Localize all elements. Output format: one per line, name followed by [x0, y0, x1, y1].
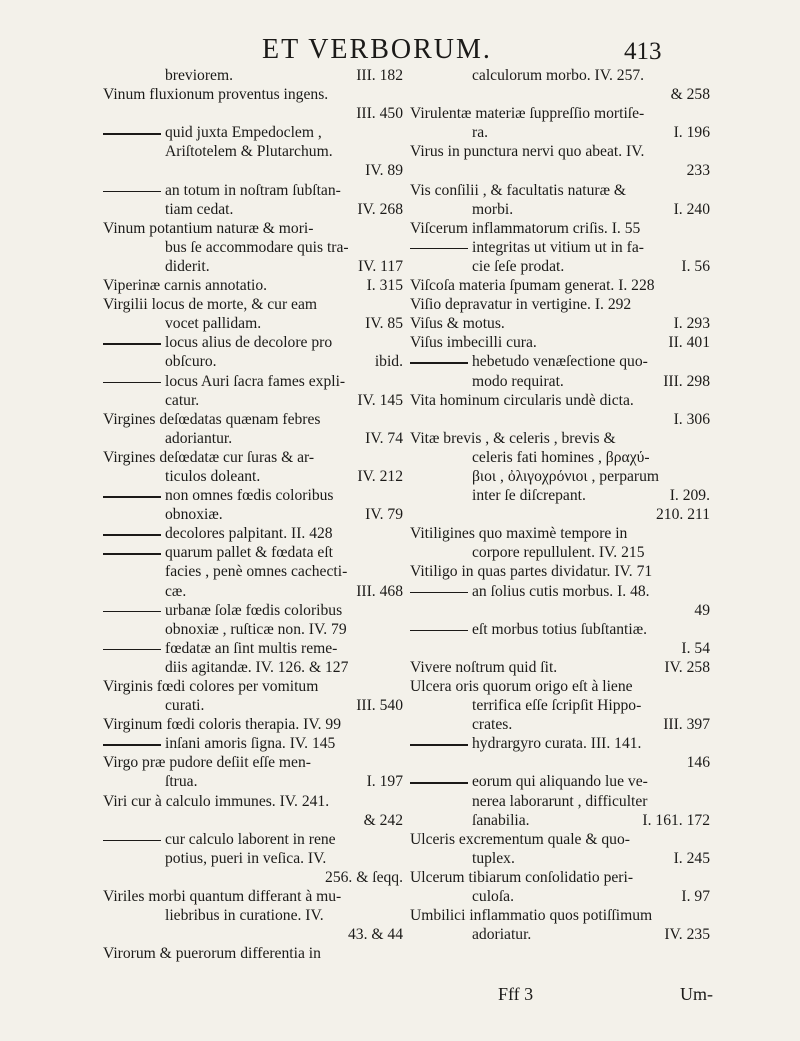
index-reference: IV. 89: [365, 162, 403, 180]
index-reference: 146: [686, 754, 710, 772]
index-line: [103, 887, 403, 906]
index-dash-rule: [103, 611, 161, 613]
index-line: [410, 200, 710, 219]
index-reference: I. 56: [681, 257, 710, 275]
signature-mark: Fff 3: [498, 984, 534, 1004]
index-line: [410, 620, 710, 639]
index-entry-text: cie ſeſe prodat.: [472, 257, 565, 275]
index-entry-text: Virorum & puerorum differentia in: [103, 945, 321, 963]
index-entry-text: ſtrua.: [165, 773, 198, 791]
index-entry-text: tiam cedat.: [165, 200, 234, 218]
index-line: [410, 161, 710, 180]
index-line: [103, 925, 403, 944]
index-line: [103, 314, 403, 333]
index-dash-rule: [103, 191, 161, 193]
index-line: [103, 181, 403, 200]
index-line: [410, 925, 710, 944]
index-entry-text: Virginum fœdi coloris therapia. IV. 99: [103, 716, 341, 734]
index-entry-text: facies , penè omnes cachecti-: [165, 563, 348, 581]
index-entry-text: Viſio depravatur in vertigine. I. 292: [410, 296, 632, 314]
index-entry-text: corpore repullulent. IV. 215: [472, 544, 645, 562]
index-dash-rule: [410, 782, 468, 784]
index-dash-rule: [103, 496, 161, 498]
index-entry-text: Ulcerum tibiarum conſolidatio peri-: [410, 868, 634, 886]
index-line: [103, 238, 403, 257]
index-reference: IV. 79: [365, 506, 403, 524]
index-line: [103, 639, 403, 658]
index-entry-text: potius, pueri in veſica. IV.: [165, 849, 327, 867]
index-line: [410, 811, 710, 830]
index-line: [103, 792, 403, 811]
index-entry-text: crates.: [472, 716, 513, 734]
index-entry-text: locus alius de decolore pro: [165, 334, 333, 352]
index-entry-text: Virus in punctura nervi quo abeat. IV.: [410, 143, 645, 161]
index-line: [103, 448, 403, 467]
index-line: [103, 601, 403, 620]
index-line: [103, 582, 403, 601]
index-entry-text: catur.: [165, 391, 200, 409]
page-number: 413: [624, 38, 662, 65]
index-line: [103, 696, 403, 715]
index-line: [103, 104, 403, 123]
index-entry-text: Vis conſilii , & facultatis naturæ &: [410, 181, 627, 199]
index-line: [103, 658, 403, 677]
index-entry-text: decolores palpitant. II. 428: [165, 525, 333, 543]
index-line: [103, 391, 403, 410]
index-entry-text: eorum qui aliquando lue ve-: [472, 773, 648, 791]
index-entry-text: Ulceris excrementum quale & quo-: [410, 830, 630, 848]
index-entry-text: ſanabilia.: [472, 811, 530, 829]
index-dash-rule: [103, 649, 161, 651]
index-line: [410, 352, 710, 371]
index-dash-rule: [103, 133, 161, 135]
index-line: [103, 219, 403, 238]
index-line: [103, 505, 403, 524]
index-line: [410, 658, 710, 677]
index-line: [410, 505, 710, 524]
index-reference: III. 540: [356, 697, 403, 715]
index-entry-text: Vita hominum circularis undè dicta.: [410, 391, 634, 409]
index-entry-text: hebetudo venæſectione quo-: [472, 353, 648, 371]
catchword: Um-: [680, 984, 713, 1004]
index-line: [103, 200, 403, 219]
index-line: [103, 906, 403, 925]
index-reference: IV. 74: [365, 429, 403, 447]
index-line: [410, 906, 710, 925]
index-entry-text: inſani amoris ſigna. IV. 145: [165, 735, 336, 753]
index-reference: III. 298: [663, 372, 710, 390]
page-footer: [0, 984, 800, 1008]
index-reference: I. 196: [673, 124, 710, 142]
index-entry-text: Virgilii locus de morte, & cur eam: [103, 296, 318, 314]
index-line: [103, 811, 403, 830]
index-reference: I. 161. 172: [642, 811, 710, 829]
index-reference: I. 240: [673, 200, 710, 218]
index-reference: IV. 268: [357, 200, 403, 218]
index-entry-text: ticulos doleant.: [165, 467, 261, 485]
index-line: [410, 715, 710, 734]
index-entry-text: Virulentæ materiæ ſuppreſſio mortiſe-: [410, 105, 645, 123]
index-line: [103, 66, 403, 85]
index-dash-rule: [103, 744, 161, 746]
index-line: [410, 696, 710, 715]
index-reference: III. 397: [663, 716, 710, 734]
index-line: [103, 830, 403, 849]
index-line: [103, 715, 403, 734]
index-line: [410, 486, 710, 505]
index-line: [410, 219, 710, 238]
index-entry-text: obſcuro.: [165, 353, 217, 371]
index-line: [103, 562, 403, 581]
index-line: [410, 429, 710, 448]
index-line: [103, 753, 403, 772]
index-line: [410, 85, 710, 104]
index-entry-text: tuplex.: [472, 849, 515, 867]
index-line: [103, 410, 403, 429]
index-entry-text: Umbilici inflammatio quos potiſſimum: [410, 907, 653, 925]
index-entry-text: Ulcera oris quorum origo eſt à liene: [410, 678, 633, 695]
index-line: [410, 448, 710, 467]
index-entry-text: adoriantur.: [165, 429, 233, 447]
index-dash-rule: [410, 630, 468, 632]
index-entry-text: Viri cur à calculo immunes. IV. 241.: [103, 792, 330, 810]
index-entry-text: Virginis fœdi colores per vomitum: [103, 678, 319, 695]
index-reference: I. 197: [366, 773, 403, 791]
index-dash-rule: [103, 343, 161, 345]
index-entry-text: Virgines deſœdatas quænam febres: [103, 410, 321, 428]
index-entry-text: βιοι , ὀλιγοχρόνιοι , perparum: [472, 467, 660, 485]
index-dash-rule: [103, 553, 161, 555]
index-line: [103, 372, 403, 391]
index-line: [103, 295, 403, 314]
index-line: [103, 352, 403, 371]
index-entry-text: Vinum fluxionum proventus ingens.: [103, 86, 329, 104]
index-reference: I. 245: [673, 849, 710, 867]
index-line: [103, 677, 403, 696]
index-entry-text: obnoxiæ , ruſticæ non. IV. 79: [165, 620, 347, 638]
running-header: [0, 34, 800, 68]
index-line: [410, 830, 710, 849]
index-entry-text: urbanæ ſolæ fœdis coloribus: [165, 601, 343, 619]
index-line: [103, 849, 403, 868]
index-line: [410, 562, 710, 581]
index-reference: 43. & 44: [347, 926, 403, 944]
index-entry-text: Virgo præ pudore deſiit eſſe men-: [103, 754, 311, 772]
index-line: [410, 104, 710, 123]
index-line: [410, 753, 710, 772]
index-entry-text: quid juxta Empedoclem ,: [165, 124, 322, 142]
index-entry-text: Virgines deſœdatæ cur ſuras & ar-: [103, 448, 315, 466]
index-entry-text: cur calculo laborent in rene: [165, 830, 336, 848]
index-entry-text: non omnes fœdis coloribus: [165, 487, 334, 505]
index-reference: III. 182: [356, 67, 403, 84]
index-line: [103, 276, 403, 295]
index-reference: IV. 258: [664, 658, 710, 676]
index-line: [410, 467, 710, 486]
index-reference: I. 209.: [669, 487, 710, 505]
index-line: [410, 524, 710, 543]
index-reference: I. 306: [673, 410, 710, 428]
index-line: [103, 620, 403, 639]
index-line: [410, 734, 710, 753]
index-dash-rule: [410, 248, 468, 250]
index-entry-text: Viriles morbi quantum differant à mu-: [103, 888, 342, 906]
index-entry-text: curati.: [165, 697, 205, 715]
index-entry-text: diderit.: [165, 257, 210, 275]
index-entry-text: obnoxiæ.: [165, 506, 223, 524]
index-entry-text: Viſus & motus.: [410, 315, 505, 333]
index-entry-text: Ariſtotelem & Plutarchum.: [165, 143, 333, 161]
index-entry-text: liebribus in curatione. IV.: [165, 907, 324, 925]
index-reference: 210. 211: [656, 506, 710, 524]
index-entry-text: Viſcoſa materia ſpumam generat. I. 228: [410, 277, 655, 295]
index-entry-text: fœdatæ an ſint multis reme-: [165, 639, 338, 657]
index-reference: IV. 235: [664, 926, 710, 944]
index-line: [103, 944, 403, 963]
index-line: [410, 639, 710, 658]
index-entry-text: ra.: [472, 124, 489, 142]
index-line: [410, 142, 710, 161]
index-reference: 256. & ſeqq.: [325, 868, 403, 886]
index-line: [103, 524, 403, 543]
index-entry-text: modo requirat.: [472, 372, 564, 390]
index-entry-text: Viſus imbecilli cura.: [410, 334, 537, 352]
index-entry-text: terrifica eſſe ſcripſit Hippo-: [472, 697, 642, 715]
index-entry-text: Vinum potantium naturæ & mori-: [103, 219, 314, 237]
index-entry-text: Vivere noſtrum quid ſit.: [410, 658, 558, 676]
index-reference: 49: [694, 601, 710, 619]
index-entry-text: calculorum morbo. IV. 257.: [472, 67, 645, 84]
index-entry-text: an ſolius cutis morbus. I. 48.: [472, 582, 650, 600]
index-line: [410, 333, 710, 352]
index-entry-text: cæ.: [165, 582, 187, 600]
index-entry-text: adoriatur.: [472, 926, 532, 944]
index-line: [103, 257, 403, 276]
index-line: [410, 238, 710, 257]
index-reference: 233: [686, 162, 710, 180]
index-line: [410, 66, 710, 85]
index-entry-text: diis agitandæ. IV. 126. & 127: [165, 658, 349, 676]
index-line: [103, 486, 403, 505]
index-line: [103, 868, 403, 887]
index-line: [103, 85, 403, 104]
index-reference: IV. 212: [357, 467, 403, 485]
index-line: [410, 772, 710, 791]
index-line: [410, 391, 710, 410]
index-reference: I. 315: [366, 277, 403, 295]
running-head: ET VERBORUM.: [262, 34, 492, 65]
index-line: [410, 849, 710, 868]
index-column-right: [410, 66, 710, 944]
index-dash-rule: [410, 592, 468, 594]
index-entry-text: an totum in noſtram ſubſtan-: [165, 181, 341, 199]
index-line: [410, 276, 710, 295]
index-reference: II. 401: [668, 334, 710, 352]
index-dash-rule: [410, 744, 468, 746]
index-dash-rule: [103, 840, 161, 842]
index-column-left: [103, 66, 403, 963]
index-line: [410, 314, 710, 333]
index-reference: ibid.: [374, 353, 403, 371]
index-dash-rule: [103, 534, 161, 536]
index-reference: IV. 145: [357, 391, 403, 409]
index-line: [410, 887, 710, 906]
index-reference: & 258: [670, 86, 710, 104]
index-entry-text: breviorem.: [165, 67, 233, 84]
index-line: [410, 410, 710, 429]
index-reference: III. 450: [356, 105, 403, 123]
index-entry-text: hydrargyro curata. III. 141.: [472, 735, 642, 753]
index-entry-text: celeris fati homines , βραχύ-: [472, 448, 650, 466]
index-entry-text: Vitiligines quo maximè tempore in: [410, 525, 628, 543]
index-line: [103, 772, 403, 791]
index-reference: IV. 85: [365, 315, 403, 333]
index-entry-text: quarum pallet & fœdata eſt: [165, 544, 334, 562]
index-line: [410, 181, 710, 200]
index-line: [410, 601, 710, 620]
index-entry-text: bus ſe accommodare quis tra-: [165, 238, 349, 256]
index-line: [410, 295, 710, 314]
index-line: [410, 543, 710, 562]
index-entry-text: culoſa.: [472, 888, 514, 906]
index-line: [410, 582, 710, 601]
index-reference: I. 97: [681, 888, 710, 906]
index-line: [410, 677, 710, 696]
index-line: [103, 333, 403, 352]
index-entry-text: morbi.: [472, 200, 514, 218]
index-entry-text: Viperinæ carnis annotatio.: [103, 277, 268, 295]
index-reference: III. 468: [356, 582, 403, 600]
index-reference: I. 293: [673, 315, 710, 333]
index-line: [103, 467, 403, 486]
index-entry-text: Vitæ brevis , & celeris , brevis &: [410, 429, 616, 447]
index-dash-rule: [410, 362, 468, 364]
index-line: [410, 257, 710, 276]
index-line: [410, 868, 710, 887]
index-line: [103, 142, 403, 161]
index-reference: I. 54: [681, 639, 710, 657]
index-dash-rule: [103, 382, 161, 384]
index-reference: IV. 117: [357, 257, 403, 275]
index-entry-text: Viſcerum inflammatorum criſis. I. 55: [410, 219, 641, 237]
index-line: [410, 372, 710, 391]
index-entry-text: vocet pallidam.: [165, 315, 262, 333]
index-entry-text: eſt morbus totius ſubſtantiæ.: [472, 620, 647, 638]
index-entry-text: inter ſe diſcrepant.: [472, 487, 586, 505]
index-line: [410, 123, 710, 142]
index-line: [103, 734, 403, 753]
index-entry-text: locus Auri ſacra fames expli-: [165, 372, 346, 390]
index-line: [103, 161, 403, 180]
index-reference: & 242: [363, 811, 403, 829]
index-entry-text: integritas ut vitium ut in fa-: [472, 238, 644, 256]
index-line: [410, 792, 710, 811]
index-line: [103, 543, 403, 562]
index-entry-text: Vitiligo in quas partes dividatur. IV. 71: [410, 563, 653, 581]
index-line: [103, 123, 403, 142]
index-entry-text: nerea laborarunt , difficulter: [472, 792, 648, 810]
index-line: [103, 429, 403, 448]
